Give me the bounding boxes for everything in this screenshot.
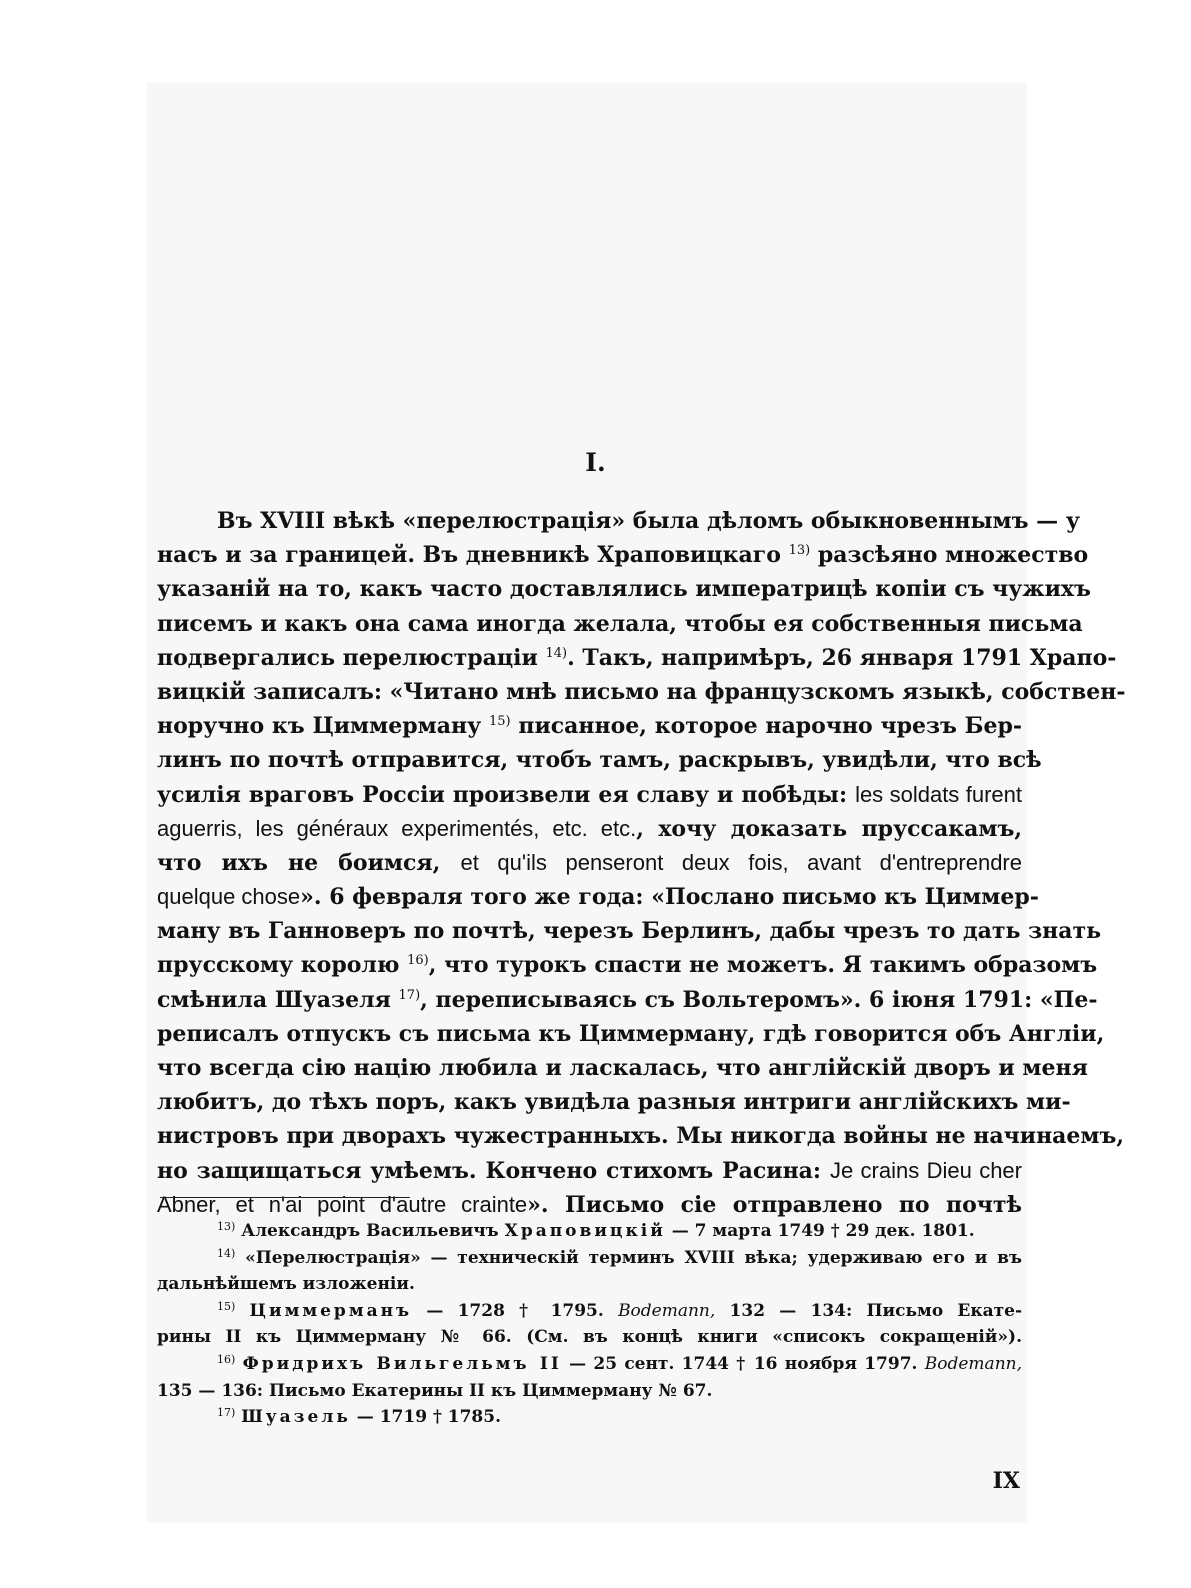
footnote-ref: 15) <box>488 714 511 730</box>
footnote-13: $^{13)}$ Александръ Васильевичъ Храповицкій — 7 марта 1749 † 29 дек. 1801. <box>217 1220 975 1241</box>
section-heading: I. <box>585 448 606 477</box>
latin-quote: quelque chose <box>157 884 301 910</box>
body-line: смѣнила Шуазеля $^{17)}$, переписываясь съ Вольтеромъ». 6 іюня 1791: «Пе- <box>157 986 1098 1013</box>
body-line: подвергались перелюстраціи $^{14)}$. Такъ, напримѣръ, 26 января 1791 Храпо- <box>157 644 1117 671</box>
body-line: прусскому королю $^{16)}$, что турокъ спасти не можетъ. Я такимъ образомъ <box>157 952 1098 979</box>
body-line: ману въ Ганноверъ по почтѣ, черезъ Берлинъ, дабы чрезъ то дать знать <box>157 918 1102 945</box>
latin-quote: aguerris, les généraux experimentés, etc. etc. <box>157 815 637 841</box>
body-line: что ихъ не боимся, et qu'ils penseront deux fois, avant d'entreprendre <box>157 849 1022 876</box>
latin-quote: et qu'ils penseront deux fois, avant d'entreprendre <box>460 849 1022 875</box>
body-line: насъ и за границей. Въ дневникѣ Храповицкаго $^{13)}$ разсѣяно множество <box>157 542 1089 569</box>
latin-quote: Abner, et n'ai point d'autre crainte <box>157 1191 528 1217</box>
footnote-14-cont: дальнѣйшемъ изложеніи. <box>157 1274 415 1295</box>
footnote-17: $^{17)}$ Шуазель — 1719 † 1785. <box>217 1406 501 1428</box>
page-number: IX <box>992 1468 1020 1494</box>
footnote-ref: 13) <box>788 543 811 559</box>
body-line: норучно къ Циммерману $^{15)}$ писанное, которое нарочно чрезъ Бер- <box>157 713 1022 740</box>
body-line: указаній на то, какъ часто доставлялись императрицѣ копіи съ чужихъ <box>157 576 1091 603</box>
body-line: линъ по почтѣ отправится, чтобъ тамъ, раскрывъ, увидѣли, что всѣ <box>157 747 1042 774</box>
body-line: усилія враговъ Россіи произвели ея славу и побѣды: les soldats furent <box>157 781 1022 808</box>
body-line: Въ XVIII вѣкѣ «перелюстрація» была дѣломъ обыкновеннымъ — у <box>217 508 1080 534</box>
footnote-15: $^{15)}$ Циммерманъ — 1728 † 1795. Bodemann, 132 — 134: Письмо Екате- <box>217 1299 1023 1321</box>
body-line: aguerris, les généraux experimentés, etc. etc., хочу доказать пруссакамъ, <box>157 815 1022 842</box>
body-line: quelque chose». 6 февраля того же года: «Послано письмо къ Циммер- <box>157 884 1039 911</box>
body-line: что всегда сію націю любила и ласкалась, что англійскій дворъ и меня <box>157 1055 1088 1081</box>
footnote-ref: 17) <box>398 987 421 1003</box>
footnote-15-cont: рины II къ Циммерману № 66. (См. въ концѣ книги «списокъ сокращеній»). <box>157 1327 1022 1348</box>
body-line: нистровъ при дворахъ чужестранныхъ. Мы никогда войны не начинаемъ, <box>157 1123 1125 1150</box>
latin-quote: les soldats furent <box>855 781 1022 807</box>
footnote-ref: 16) <box>407 953 429 969</box>
footnote-16-cont: 135 — 136: Письмо Екатерины II къ Циммерману № 67. <box>157 1380 713 1401</box>
footnote-16: $^{16)}$ Фридрихъ Вильгельмъ II — 25 сент. 1744 † 16 ноября 1797. Bodemann, <box>217 1352 1022 1374</box>
latin-quote: Je crains Dieu cher <box>829 1157 1022 1183</box>
body-line: любитъ, до тѣхъ поръ, какъ увидѣла разныя интриги англійскихъ ми- <box>157 1089 1071 1116</box>
footnotes <box>157 1218 1022 1431</box>
body-line: Abner, et n'ai point d'autre crainte». Письмо сіе отправлено по почтѣ <box>157 1191 1022 1218</box>
footnote-divider <box>160 1197 410 1198</box>
body-line: но защищаться умѣемъ. Кончено стихомъ Расина: Je crains Dieu cher <box>157 1157 1022 1184</box>
footnote-14: $^{14)}$ «Перелюстрація» — техническій терминъ XVIII вѣка; удерживаю его и въ <box>217 1246 1022 1268</box>
body-text <box>157 504 1126 1222</box>
footnote-ref: 14) <box>545 645 568 661</box>
body-line: вицкій записалъ: «Читано мнѣ письмо на французскомъ языкѣ, собствен- <box>157 678 1126 705</box>
body-line: реписалъ отпускъ съ письма къ Циммерману, гдѣ говорится объ Англіи, <box>157 1020 1105 1047</box>
body-line: писемъ и какъ она сама иногда желала, чтобы ея собственныя письма <box>157 610 1083 637</box>
